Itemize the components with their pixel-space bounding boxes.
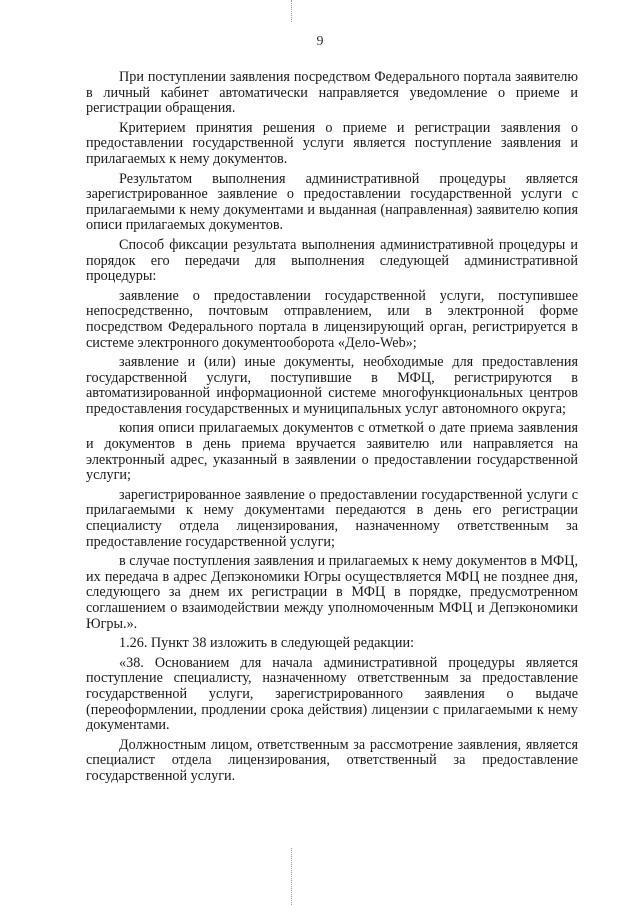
document-body: [86, 70, 578, 789]
fold-line-top: [291, 0, 292, 22]
paragraph-responsible-official: Должностным лицом, ответственным за рассмотрение заявления, является специалист отдела лицензирования, ответственный за предоставление государственной услуги.: [86, 736, 578, 784]
paragraph-clause-1-26: 1.26. Пункт 38 изложить в следующей редакции:: [119, 635, 415, 652]
paragraph-procedure-result: Результатом выполнения административной процедуры является зарегистрированное заявление о предоставлении государственной услуги с прилагаемыми к нему документами и выданная (направленная) заявителю копия описи прилагаемых документов.: [86, 170, 578, 234]
page-number: 9: [316, 34, 324, 49]
paragraph-list-item-registration: заявление о предоставлении государственной услуги, поступившее непосредственно, почтовым отправлением, или в электронной форме посредством Федерального портала в лицензирующий орган, регистрируется в системе электронного документооборота «Дело-Web»;: [86, 287, 578, 351]
paragraph-list-item-transfer-to-specialist: зарегистрированное заявление о предоставлении государственной услуги с прилагаемыми к нему документами передаются в день его регистрации специалисту отдела лицензирования, назначенному ответственным за предоставление государственной услуги;: [86, 486, 578, 550]
paragraph-list-item-mfc-transfer: в случае поступления заявления и прилагаемых к нему документов в МФЦ, их передача в адрес Депэкономики Югры осуществляется МФЦ не позднее дня, следующего за днем их регистрации в МФЦ в порядке, предусмотренном соглашением о взаимодействии между уполномоченным МФЦ и Депэкономики Югры.».: [86, 553, 578, 632]
paragraph-fixation-method: Способ фиксации результата выполнения административной процедуры и порядок его передачи для выполнения следующей административной процедуры:: [86, 236, 578, 285]
paragraph-decision-criterion: Критерием принятия решения о приеме и регистрации заявления о предоставлении государственной услуги является поступление заявления и прилагаемых к нему документов.: [86, 119, 578, 167]
paragraph-clause-38: «38. Основанием для начала административной процедуры является поступление специалисту, назначенному ответственным за предоставление государственной услуги, зарегистрированного заявления о выдаче (переоформлении, продлении срока действия) лицензии с прилагаемыми к нему документами.: [86, 654, 578, 734]
fold-line-bottom: [291, 848, 292, 905]
paragraph-list-item-mfc-registration: заявление и (или) иные документы, необходимые для предоставления государственной услуги, поступившие в МФЦ, регистрируются в автоматизированной информационной системе многофункциональных центров предоставления государственных и муниципальных услуг автономного округа;: [86, 354, 578, 417]
paragraph-portal-notification: При поступлении заявления посредством Федерального портала заявителю в личный кабинет автоматически направляется уведомление о приеме и регистрации обращения.: [86, 69, 578, 117]
paragraph-list-item-inventory-copy: копия описи прилагаемых документов с отметкой о дате приема заявления и документов в день приема вручается заявителю или направляется на электронный адрес, указанный в заявлении о предоставлении государственной услуги;: [86, 420, 578, 484]
